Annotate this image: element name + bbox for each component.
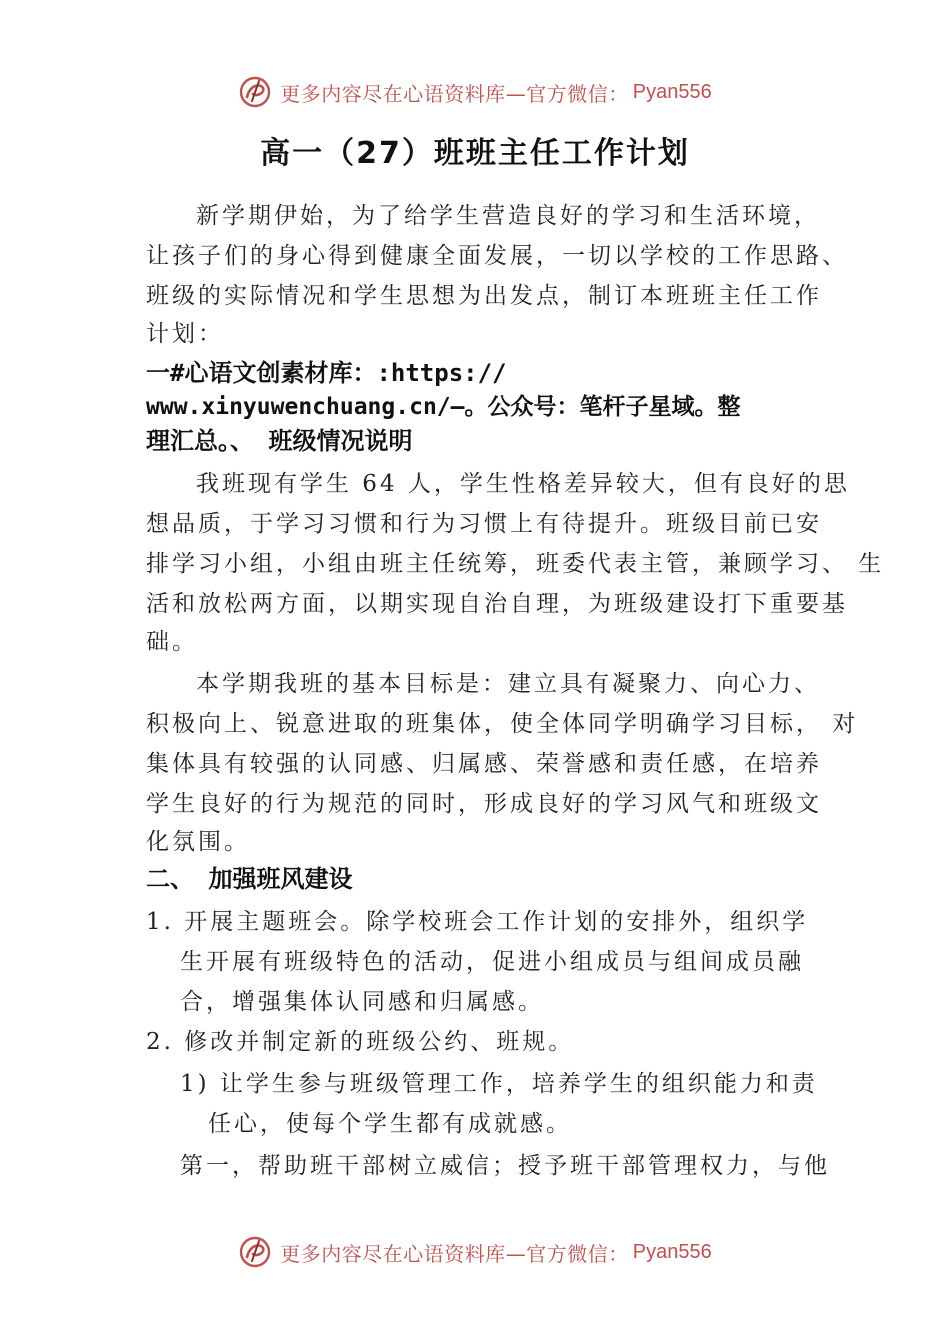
intro-line: 让孩子们的身心得到健康全面发展，一切以学校的工作思路、: [146, 243, 848, 269]
watermark-banner-top: [0, 70, 950, 114]
section-heading-one: 理汇总。、 班级情况说明: [146, 427, 413, 455]
section-one-goal-line: 本学期我班的基本目标是：建立具有凝聚力、向心力、: [196, 671, 820, 697]
swirl-logo-icon: [238, 1235, 272, 1269]
watermark-brand-text: 更多内容尽在心语资料库—官方微信：: [280, 1241, 629, 1266]
section-one-goal-line: 学生良好的行为规范的同时，形成良好的学习风气和班级文: [146, 791, 822, 817]
section-heading-two: 二、 加强班风建设: [146, 865, 353, 893]
section-one-line: 活和放松两方面，以期实现自治自理，为班级建设打下重要基: [146, 591, 848, 617]
watermark-wechat-id: Pyan556: [632, 80, 712, 103]
swirl-logo-icon: [238, 75, 272, 109]
watermark-banner-bottom: [0, 1230, 950, 1274]
document-title: 高一（27）班班主任工作计划: [260, 136, 690, 171]
intro-line: 班级的实际情况和学生思想为出发点，制订本班班主任工作: [146, 283, 822, 309]
sub-item-line: 1) 让学生参与班级管理工作，培养学生的组织能力和责: [180, 1071, 818, 1097]
section-one-goal-line: 化氛围。: [146, 829, 250, 855]
sub-item-line: 任心，使每个学生都有成就感。: [208, 1111, 572, 1137]
list-item-one-line: 生开展有班级特色的活动，促进小组成员与组间成员融: [180, 949, 804, 975]
section-one-line: 我班现有学生 64 人，学生性格差异较大，但有良好的思: [196, 471, 850, 497]
intro-line: 计划：: [146, 321, 224, 347]
section-one-line: 础。: [146, 629, 198, 655]
section-one-line: 想品质，于学习习惯和行为习惯上有待提升。班级目前已安: [146, 511, 822, 537]
list-item-two: 2. 修改并制定新的班级公约、班规。: [146, 1029, 575, 1055]
watermark-wechat-id: Pyan556: [632, 1240, 712, 1263]
watermark-brand-text: 更多内容尽在心语资料库—官方微信：: [280, 81, 629, 106]
intro-line: 新学期伊始，为了给学生营造良好的学习和生活环境，: [196, 203, 820, 229]
section-one-goal-line: 集体具有较强的认同感、归属感、荣誉感和责任感，在培养: [146, 751, 822, 777]
list-item-one-line: 1. 开展主题班会。除学校班会工作计划的安排外，组织学: [146, 909, 809, 935]
list-item-one-line: 合，增强集体认同感和归属感。: [180, 989, 544, 1015]
section-heading-one: 一#心语文创素材库：:https://: [146, 359, 507, 387]
section-one-goal-line: 积极向上、锐意进取的班集体，使全体同学明确学习目标， 对: [146, 711, 859, 737]
section-heading-one: www.xinyuwenchuang.cn/—。公众号：笔杆子星域。整: [146, 394, 741, 420]
closing-line: 第一，帮助班干部树立威信；授予班干部管理权力，与他: [180, 1153, 830, 1179]
section-one-line: 排学习小组，小组由班主任统筹，班委代表主管，兼顾学习、 生: [146, 551, 885, 577]
